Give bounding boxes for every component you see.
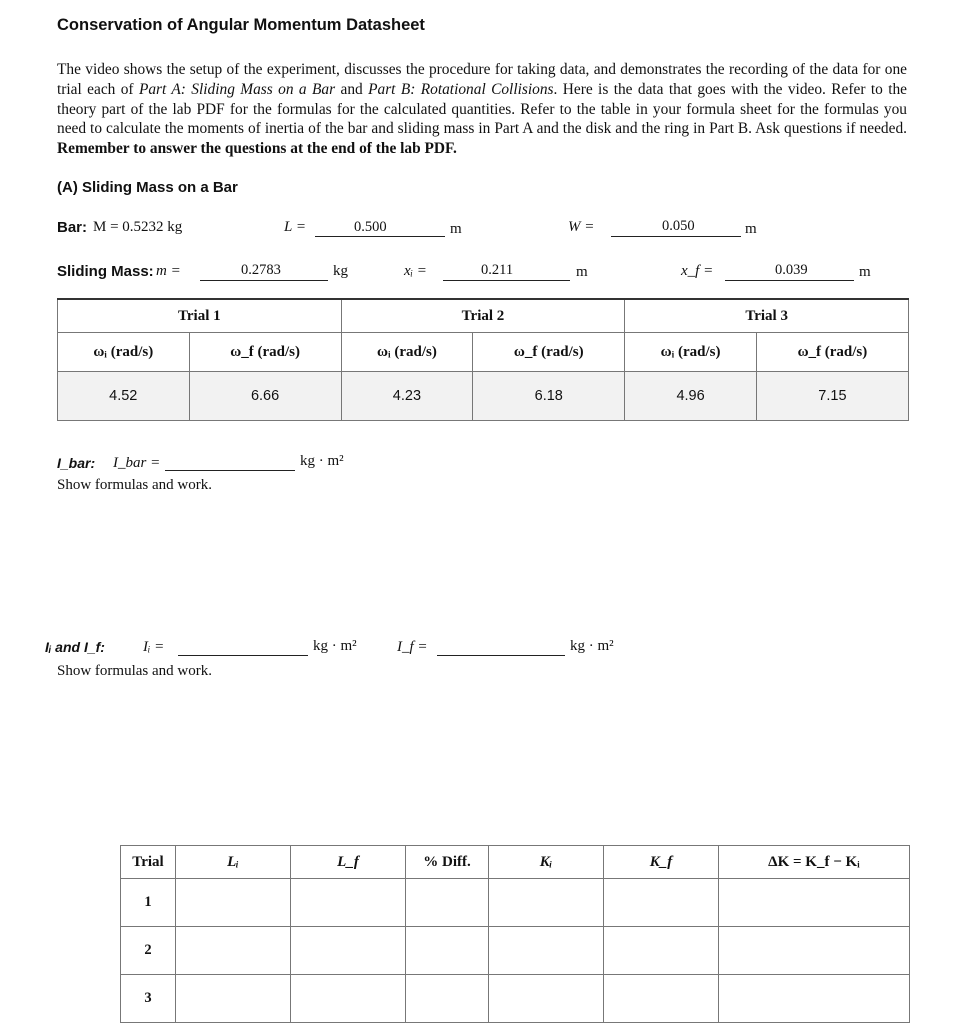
col-ki-header: Kᵢ (489, 846, 604, 879)
trial-2-omega-i[interactable]: 4.23 (341, 372, 473, 421)
intro-paragraph: The video shows the setup of the experiment, discusses the procedure for taking data, and demonstrates the recording of the data for one trial each of Part A: Sliding Mass on a Bar and Part B: Rotational Collisions. Here is the data that goes with the video. Refer to the theory part of the lab PDF for the formulas for the calculated quantities. Refer to the table in your formula sheet for the formulas you need to calculate the moments of inertia of the bar and sliding mass in Part A and the disk and the ring in Part B. Ask questions if needed. Remember to answer the questions at the end of the lab PDF. (57, 61, 907, 158)
xi-label: xᵢ = (404, 263, 427, 279)
bar-width-unit: m (745, 221, 757, 237)
bar-length-unit: m (450, 221, 462, 237)
table-row (121, 879, 910, 927)
trial-1-omega-f[interactable]: 6.66 (189, 372, 341, 421)
bar-width-value[interactable]: 0.050 (662, 218, 695, 234)
if-unit: kg · m² (570, 638, 614, 654)
kf-cell[interactable] (604, 927, 719, 975)
sliding-mass-m-label: m = (156, 263, 181, 279)
omega-i-header: ωᵢ (rad/s) (58, 333, 190, 372)
xi-line (443, 280, 570, 281)
bar-width-line (611, 236, 741, 237)
bar-length-value[interactable]: 0.500 (354, 219, 387, 235)
kf-cell[interactable] (604, 975, 719, 1023)
ibar-note: Show formulas and work. (57, 477, 212, 493)
li-cell[interactable] (176, 927, 291, 975)
page-title: Conservation of Angular Momentum Datasheet (57, 16, 425, 34)
xf-line (725, 280, 854, 281)
trial-number: 3 (121, 975, 176, 1023)
col-dk-header: ΔK = K_f − Kᵢ (719, 846, 910, 879)
bar-length-line (315, 236, 445, 237)
diff-cell[interactable] (406, 927, 489, 975)
ki-cell[interactable] (489, 975, 604, 1023)
ii-unit: kg · m² (313, 638, 357, 654)
ii-line[interactable] (178, 655, 308, 656)
trial-3-omega-f[interactable]: 7.15 (756, 372, 908, 421)
bar-label: Bar: (57, 219, 88, 236)
li-cell[interactable] (176, 975, 291, 1023)
table-row (121, 975, 910, 1023)
trials-table (57, 298, 909, 421)
col-trial-header: Trial (121, 846, 176, 879)
ki-cell[interactable] (489, 927, 604, 975)
ibar-line[interactable] (165, 470, 295, 471)
ibar-unit: kg · m² (300, 453, 344, 469)
ki-cell[interactable] (489, 879, 604, 927)
sliding-mass-line (200, 280, 328, 281)
if-line[interactable] (437, 655, 565, 656)
bar-mass: M = 0.5232 kg (93, 219, 183, 235)
diff-cell[interactable] (406, 879, 489, 927)
omega-f-header: ω_f (rad/s) (756, 333, 908, 372)
trial-2-header: Trial 2 (341, 299, 625, 333)
ibar-eq: I_bar = (113, 455, 161, 471)
sliding-mass-unit: kg (333, 263, 348, 279)
kf-cell[interactable] (604, 879, 719, 927)
iif-note: Show formulas and work. (57, 663, 212, 679)
sliding-mass-value[interactable]: 0.2783 (241, 262, 281, 278)
omega-i-header: ωᵢ (rad/s) (625, 333, 757, 372)
col-li-header: Lᵢ (176, 846, 291, 879)
iif-label: Iᵢ and I_f: (45, 639, 105, 655)
dk-cell[interactable] (719, 927, 910, 975)
ibar-label: I_bar: (57, 455, 96, 471)
bar-width-label: W = (568, 219, 595, 235)
lf-cell[interactable] (291, 927, 406, 975)
li-cell[interactable] (176, 879, 291, 927)
diff-cell[interactable] (406, 975, 489, 1023)
xf-label: x_f = (681, 263, 714, 279)
trial-number: 1 (121, 879, 176, 927)
xf-value[interactable]: 0.039 (775, 262, 808, 278)
trial-1-omega-i[interactable]: 4.52 (58, 372, 190, 421)
dk-cell[interactable] (719, 975, 910, 1023)
col-lf-header: L_f (291, 846, 406, 879)
omega-f-header: ω_f (rad/s) (189, 333, 341, 372)
trial-3-header: Trial 3 (625, 299, 909, 333)
dk-cell[interactable] (719, 879, 910, 927)
lf-cell[interactable] (291, 975, 406, 1023)
trial-number: 2 (121, 927, 176, 975)
col-diff-header: % Diff. (406, 846, 489, 879)
sliding-mass-label: Sliding Mass: (57, 263, 154, 280)
table-row (121, 927, 910, 975)
xi-unit: m (576, 264, 588, 280)
lf-cell[interactable] (291, 879, 406, 927)
trial-3-omega-i[interactable]: 4.96 (625, 372, 757, 421)
omega-f-header: ω_f (rad/s) (473, 333, 625, 372)
results-table (120, 845, 910, 1023)
ii-eq: Iᵢ = (143, 639, 165, 655)
bar-length-label: L = (284, 219, 306, 235)
xf-unit: m (859, 264, 871, 280)
trial-2-omega-f[interactable]: 6.18 (473, 372, 625, 421)
col-kf-header: K_f (604, 846, 719, 879)
xi-value[interactable]: 0.211 (481, 262, 514, 278)
trial-1-header: Trial 1 (58, 299, 342, 333)
if-eq: I_f = (397, 639, 428, 655)
omega-i-header: ωᵢ (rad/s) (341, 333, 473, 372)
section-a-heading: (A) Sliding Mass on a Bar (57, 179, 238, 196)
